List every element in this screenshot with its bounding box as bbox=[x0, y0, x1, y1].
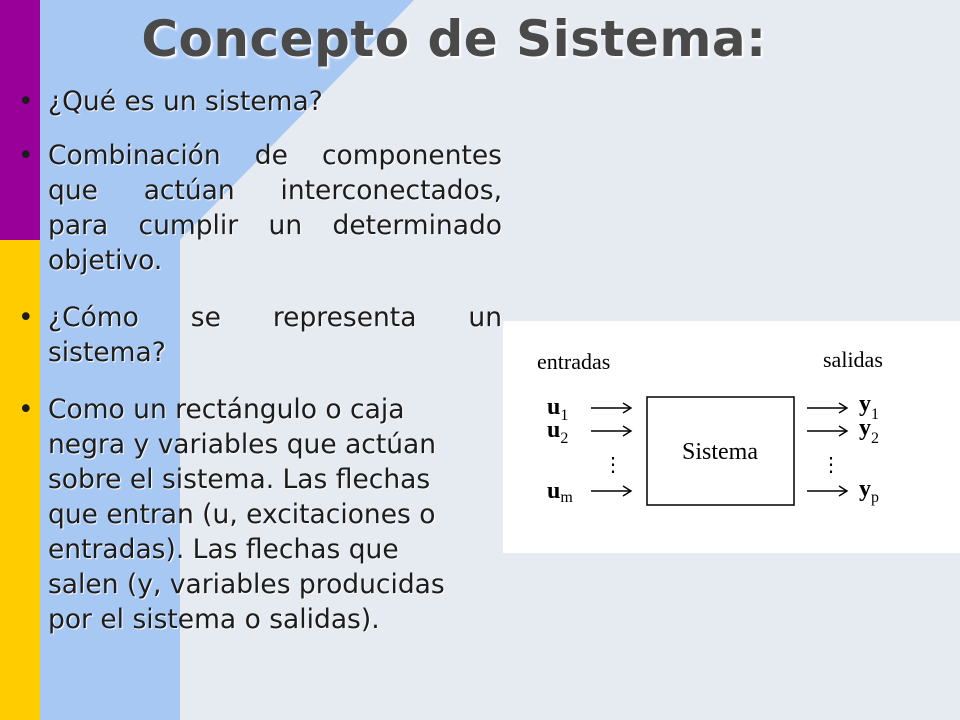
input-ellipsis: ⋮ bbox=[603, 454, 623, 476]
output-label: $y_2$ bbox=[859, 415, 879, 447]
bullet-line: ¿Cómo se representa un bbox=[48, 302, 502, 333]
bullet-text bbox=[48, 300, 502, 370]
bullet-line: ¿Qué es un sistema? bbox=[48, 86, 323, 117]
slide-title: Concepto de Sistema: bbox=[141, 10, 767, 68]
bullet-text bbox=[48, 138, 502, 278]
bullet-line: Como un rectángulo o caja bbox=[48, 394, 405, 425]
bullet-line: para cumplir un determinado bbox=[48, 210, 502, 241]
bullet-line: objetivo. bbox=[48, 245, 163, 276]
output-label: $y_1$ bbox=[859, 391, 879, 423]
bullet-text bbox=[48, 84, 323, 119]
bullet-line: por el sistema o salidas). bbox=[48, 604, 380, 635]
input-arrows bbox=[591, 403, 631, 496]
system-block-label: Sistema bbox=[682, 439, 758, 465]
output-label: $y_p$ bbox=[859, 476, 879, 506]
bullet-line: sistema? bbox=[48, 337, 166, 368]
bullet-text bbox=[48, 392, 445, 637]
inputs-heading: entradas bbox=[537, 349, 611, 374]
output-ellipsis: ⋮ bbox=[821, 454, 841, 476]
bullet-dot: • bbox=[18, 86, 34, 117]
bullet-line: Combinación de componentes bbox=[48, 140, 502, 171]
bullet-line: que entran (u, excitaciones o bbox=[48, 499, 436, 530]
input-label: $u_2$ bbox=[547, 417, 569, 447]
input-label: $u_1$ bbox=[547, 394, 569, 424]
outputs-heading: salidas bbox=[823, 347, 883, 372]
output-arrows bbox=[807, 403, 847, 496]
bullet-line: negra y variables que actúan bbox=[48, 429, 437, 460]
bullet-dot: • bbox=[18, 394, 34, 425]
bullet-line: que actúan interconectados, bbox=[48, 175, 502, 206]
input-label: um bbox=[547, 478, 573, 506]
bullet-dot: • bbox=[18, 302, 34, 333]
bullet-dot: • bbox=[18, 140, 34, 171]
system-block-diagram bbox=[503, 321, 960, 553]
bullet-line: entradas). Las flechas que bbox=[48, 534, 399, 565]
bullet-line: salen (y, variables producidas bbox=[48, 569, 445, 600]
bullet-line: sobre el sistema. Las flechas bbox=[48, 464, 431, 495]
